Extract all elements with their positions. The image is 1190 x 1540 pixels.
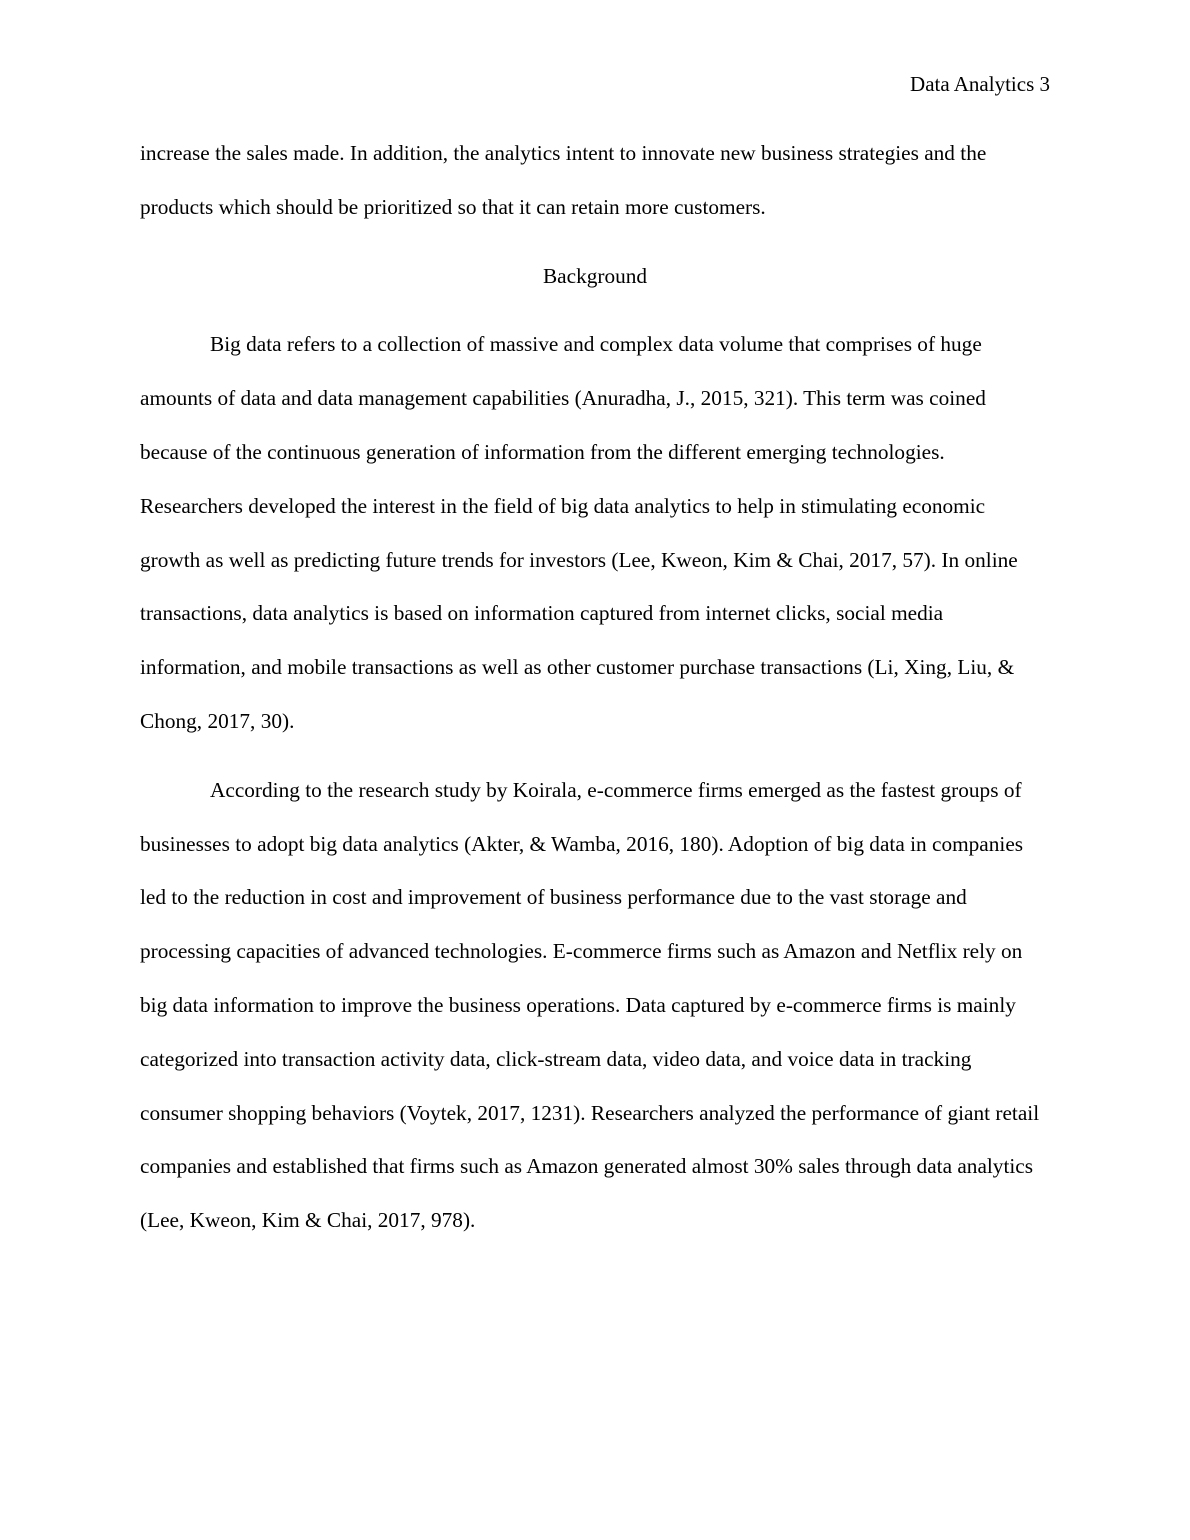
running-head: Data Analytics 3	[910, 72, 1050, 96]
paragraph-ecommerce-adoption: According to the research study by Koirala, e-commerce firms emerged as the fastest groups of businesses to adopt big data analytics (Akter, & Wamba, 2016, 180). Adoption of big data in companies led to the reduction in cost and improvement of business performance due to the vast storage and processing capacities of advanced technologies. E-commerce firms such as Amazon and Netflix rely on big data information to improve the business operations. Data captured by e-commerce firms is mainly categorized into transaction activity data, click-stream data, video data, and voice data in tracking consumer shopping behaviors (Voytek, 2017, 1231). Researchers analyzed the performance of giant retail companies and established that firms such as Amazon generated almost 30% sales through data analytics (Lee, Kweon, Kim & Chai, 2017, 978).	[140, 777, 1040, 1233]
section-heading-background: Background	[542, 263, 648, 288]
document-body	[140, 127, 1050, 1263]
paragraph-continued: increase the sales made. In addition, the analytics intent to innovate new business strategies and the products which should be prioritized so that it can retain more customers.	[140, 141, 987, 219]
paragraph-big-data-definition: Big data refers to a collection of massive and complex data volume that comprises of huge amounts of data and data management capabilities (Anuradha, J., 2015, 321). This term was coined because of the continuous generation of information from the different emerging technologies. Researchers developed the interest in the field of big data analytics to help in stimulating economic growth as well as predicting future trends for investors (Lee, Kweon, Kim & Chai, 2017, 57). In online transactions, data analytics is based on information captured from internet clicks, social media information, and mobile transactions as well as other customer purchase transactions (Li, Xing, Liu, & Chong, 2017, 30).	[140, 332, 1018, 733]
